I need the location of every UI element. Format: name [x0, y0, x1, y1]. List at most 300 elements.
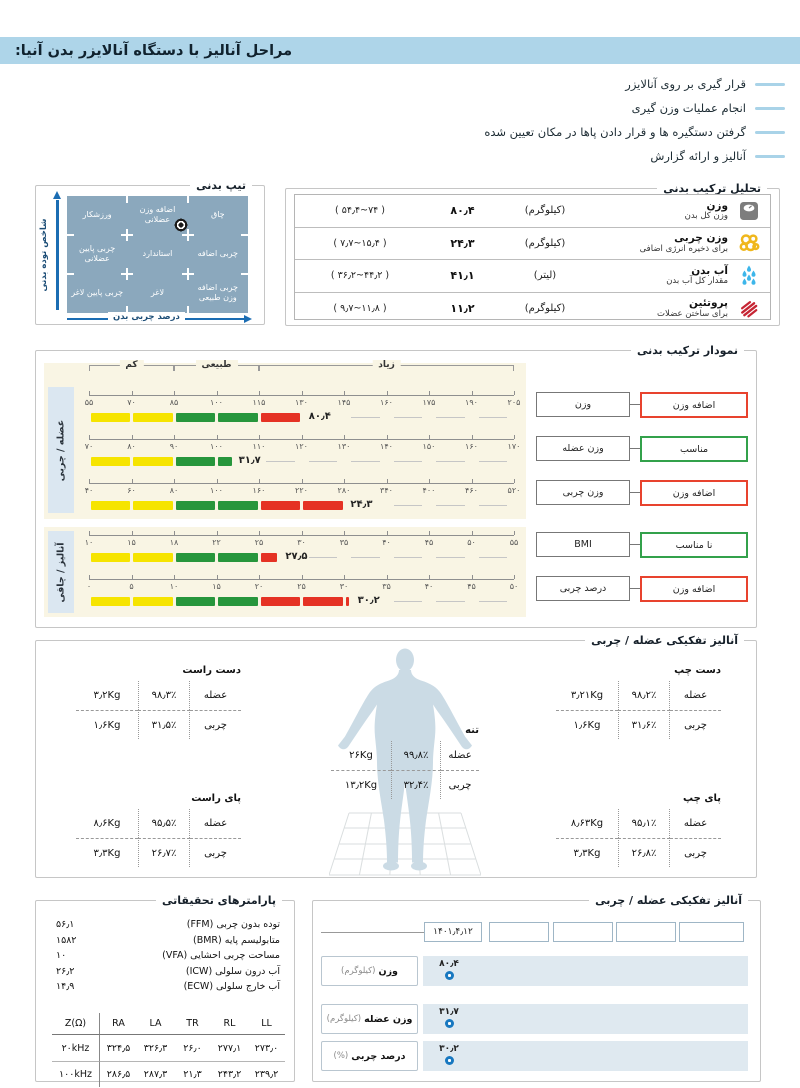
parameter-label: متابولیسم پایه (BMR) — [192, 934, 280, 946]
scale-tick-label: ۴۰۰ — [422, 486, 436, 495]
trend-point — [431, 1007, 467, 1028]
status-badge: اضافه وزن — [640, 576, 748, 602]
step-item — [484, 72, 785, 96]
scale-tick — [302, 531, 303, 535]
muscle-pct: ۹۵٫۱٪ — [618, 809, 670, 838]
metric-value: ۲۴٫۳ — [450, 236, 475, 250]
trend-row-unit: (کیلوگرم) — [326, 1014, 362, 1024]
scale-tick-label: ۱۷۵ — [422, 398, 436, 407]
bar-value: ۳۰٫۲ — [357, 595, 380, 606]
scale-tick-label: ۱۰۰ — [210, 398, 223, 407]
range-bracket-label: کم — [119, 360, 143, 370]
scale-dash — [479, 417, 508, 418]
scale-tick-label: ۱۵۰ — [422, 442, 436, 451]
muscle-pct: ۹۹٫۸٪ — [391, 741, 441, 770]
range-bracket — [174, 360, 259, 371]
chart-group-label: آنالیز / چاقی — [55, 541, 67, 603]
grid-tick — [241, 234, 248, 236]
scale-row — [84, 439, 521, 479]
scale-tick — [344, 531, 345, 535]
table-row — [295, 260, 770, 293]
segment-title: پای چپ — [683, 793, 721, 804]
segment-title: دست راست — [182, 665, 241, 676]
fat-label: چربی — [190, 838, 241, 867]
chart-group-label-strip — [48, 531, 74, 613]
impedance-value: ۲۳۹٫۲ — [248, 1061, 285, 1087]
fat-kg: ۱٫۶Kg — [556, 710, 618, 739]
bar-segment — [91, 553, 131, 562]
step-label: گرفتن دستگیره ها و قرار دادن پاها در مکان تعیین شده — [484, 125, 746, 139]
scale-tick-label: ۱۰ — [84, 538, 94, 547]
parameter-row — [50, 948, 280, 964]
scale-tick-label: ۲۰۵ — [507, 398, 521, 407]
measure-label-box: BMI — [536, 532, 630, 557]
segment-title: دست چپ — [674, 665, 721, 676]
scale-tick — [217, 531, 218, 535]
bar-segment — [303, 597, 343, 606]
scale-tick-label: ۱۷۰ — [507, 442, 521, 451]
scale-tick-label: ۱۴۰ — [380, 442, 393, 451]
bar-segment — [176, 501, 216, 510]
measure-label-box: وزن عضله — [536, 436, 630, 461]
date-box — [616, 922, 676, 942]
scale-tick-label: ۳۰ — [297, 538, 306, 547]
scale-tick-label: ۱۱۵ — [252, 398, 266, 407]
trend-row-unit: (%) — [333, 1051, 349, 1061]
scale-tick-label: ۴۵ — [424, 538, 434, 547]
metric-range: ( ۵۴٫۴~۷۴ ) — [334, 205, 386, 217]
connector-line — [629, 588, 640, 589]
impedance-header: RA — [100, 1013, 137, 1035]
impedance-row-label: ۲۰kHz — [52, 1035, 100, 1061]
scale-dash — [394, 601, 423, 602]
scale-tick-label: ۳۴۰ — [380, 486, 393, 495]
bar-segment — [91, 597, 131, 606]
scale-tick-label: ۱۶۰ — [252, 486, 266, 495]
scale-tick — [174, 435, 175, 439]
grid-cross-icon — [121, 229, 133, 241]
segment-trunk — [331, 725, 479, 799]
scale-tick — [429, 575, 430, 579]
body-type-cell: چربی پایین عضلانی — [79, 244, 116, 264]
floor-grid — [329, 813, 481, 875]
chart-group-label: عضله / چربی — [55, 419, 67, 481]
parameter-row — [50, 917, 280, 933]
muscle-pct: ۹۸٫۲٪ — [618, 681, 670, 710]
scale-tick — [429, 531, 430, 535]
muscle-label: عضله — [448, 750, 472, 761]
scale-dash — [309, 461, 338, 462]
metric-value: ۱۱٫۲ — [450, 302, 475, 316]
muscle-label: عضله — [683, 690, 708, 701]
metric-value: ۸۰٫۴ — [450, 204, 475, 218]
scale-tick-label: ۱۰۰ — [210, 442, 223, 451]
metric-name-block: وزن وزن کل بدن — [684, 199, 728, 222]
scale-dash — [436, 505, 465, 506]
fat-kg: ۱۳٫۲Kg — [331, 770, 391, 799]
body-type-cell: لاغر — [150, 288, 165, 298]
impedance-value: ۲۸۷٫۳ — [137, 1061, 174, 1087]
scale-tick-label: ۵۵ — [509, 538, 519, 547]
scale-tick — [174, 531, 175, 535]
scale-tick — [514, 531, 515, 535]
step-item — [484, 144, 785, 168]
scale-tick — [429, 391, 430, 395]
page-title: مراحل آنالیز با دستگاه آنالایزر بدن آنیا: — [15, 42, 293, 59]
status-badge: نا مناسب — [640, 532, 748, 558]
trend-point — [431, 1044, 467, 1065]
impedance-header: TR — [174, 1013, 211, 1035]
trend-value: ۸۰٫۴ — [439, 959, 459, 969]
scale-tick-label: ۳۵ — [339, 538, 349, 547]
fat-pct: ۲۶٫۷٪ — [138, 838, 190, 867]
parameter-row — [50, 979, 280, 995]
grid-cross-icon — [182, 268, 194, 280]
research-parameters-title: پارامترهای تحقیقاتی — [156, 893, 282, 908]
muscle-pct: ۹۸٫۳٪ — [138, 681, 190, 710]
scale-tick-label: ۱۰۰ — [210, 486, 223, 495]
body-type-title: تیپ بدنی — [190, 178, 252, 193]
impedance-value: ۲۷۷٫۱ — [217, 1042, 242, 1054]
muscle-kg: ۸٫۶۳Kg — [570, 818, 604, 829]
scale-tick-label: ۱۶۰ — [465, 442, 478, 451]
scale-tick-label: ۵۰ — [467, 538, 476, 547]
scale-dash — [479, 557, 508, 558]
scale-tick — [472, 391, 473, 395]
grid-tick — [67, 273, 74, 275]
scale-tick-label: ۲۲ — [212, 538, 221, 547]
scale-dash — [309, 557, 338, 558]
segment-table — [331, 741, 479, 799]
scale-tick — [302, 479, 303, 483]
composition-chart-title: نمودار ترکیب بدنی — [631, 343, 744, 358]
scale-tick — [217, 391, 218, 395]
grid-tick — [241, 273, 248, 275]
trend-row-label — [321, 1004, 418, 1034]
metric-name-block: وزن چربی برای ذخیره انرژی اضافی — [639, 232, 728, 254]
scale-tick-label: ۵۵ — [84, 398, 94, 407]
fat-kg: ۱٫۶Kg — [76, 710, 138, 739]
bar-segment — [176, 457, 216, 466]
step-label: قرار گیری بر روی آنالایزر — [625, 77, 746, 91]
impedance-value: ۲۸۶٫۵ — [100, 1061, 137, 1087]
chart-panel — [44, 360, 526, 519]
body-type-marker — [175, 219, 188, 232]
trend-point — [431, 959, 467, 980]
scale-tick — [344, 391, 345, 395]
trend-row-unit: (کیلوگرم) — [341, 966, 376, 976]
bar-segment — [261, 597, 301, 606]
scale-tick — [132, 479, 133, 483]
scale-tick — [387, 479, 388, 483]
bar-segment — [218, 501, 258, 510]
muscle-pct: ۹۵٫۵٪ — [138, 809, 190, 838]
bar-segment — [218, 457, 232, 466]
impedance-value: ۲۶٫۰ — [183, 1042, 202, 1054]
scale-tick-label: ۸۰ — [127, 442, 136, 451]
scale-icon — [728, 199, 770, 223]
scale-tick — [89, 531, 90, 535]
bar-segment — [133, 553, 173, 562]
step-dash-icon — [755, 131, 785, 134]
trend-row-name: درصد چربی — [351, 1050, 406, 1062]
scale-tick-label: ۲۲۰ — [295, 486, 308, 495]
trend-dot-icon — [445, 971, 454, 980]
segment-title: تنه — [465, 725, 479, 736]
scale-tick — [387, 531, 388, 535]
scale-tick-label: ۲۰ — [254, 582, 264, 591]
table-row — [295, 195, 770, 228]
segmental-analysis-section — [35, 634, 757, 878]
research-parameters-section — [35, 894, 295, 1082]
scale-tick — [132, 575, 133, 579]
step-dash-icon — [755, 83, 785, 86]
metric-value: ۴۱٫۱ — [450, 269, 475, 283]
metric-range: ( ۷٫۷~۱۵٫۴ ) — [333, 237, 387, 249]
fat-label: چربی — [670, 838, 721, 867]
step-label: انجام عملیات وزن گیری — [631, 101, 746, 115]
bar-segment — [303, 501, 343, 510]
scale-tick — [132, 531, 133, 535]
scale-tick — [89, 479, 90, 483]
scale-tick — [472, 531, 473, 535]
trend-band — [423, 956, 748, 986]
segmental-analysis-title: آنالیز تفکیکی عضله / چربی — [585, 633, 744, 648]
scale-tick — [259, 479, 260, 483]
scale-tick-label: ۱۳۰ — [337, 442, 351, 451]
scale-tick-label: ۹۰ — [169, 442, 179, 451]
scale-tick — [217, 575, 218, 579]
status-badge: اضافه وزن — [640, 392, 748, 418]
connector-line — [629, 448, 640, 449]
scale-tick — [472, 479, 473, 483]
fat-cells-icon — [728, 231, 770, 255]
impedance-value: ۲۱٫۳ — [174, 1061, 211, 1087]
parameter-value: ۱۴٫۹ — [56, 981, 75, 993]
muscle-kg: ۳٫۲۱Kg — [570, 690, 604, 701]
step-label: آنالیز و ارائه گزارش — [650, 149, 746, 163]
y-axis-label: شاخص توده بدنی — [39, 218, 49, 292]
scale-tick-label: ۴۰ — [424, 582, 434, 591]
scale-dash — [436, 601, 465, 602]
fat-kg: ۳٫۳Kg — [556, 838, 618, 867]
scale-tick — [259, 531, 260, 535]
muscle-label: عضله — [203, 690, 228, 701]
scale-tick-label: ۸۵ — [169, 398, 179, 407]
scale-tick — [344, 575, 345, 579]
trend-value: ۳۱٫۷ — [439, 1007, 459, 1017]
scale-dash — [351, 557, 380, 558]
scale-row — [84, 395, 521, 435]
trend-value: ۳۰٫۲ — [439, 1044, 459, 1054]
bar-value: ۲۴٫۳ — [350, 499, 373, 510]
segment-right-leg — [76, 793, 241, 867]
muscle-kg: ۳٫۲Kg — [93, 690, 121, 701]
scale-tick — [514, 575, 515, 579]
metric-name-block: پروتئین برای ساختن عضلات — [657, 297, 728, 319]
parameter-label: توده بدون چربی (FFM) — [186, 919, 280, 931]
bar-value: ۲۷٫۵ — [285, 551, 308, 562]
scale-tick-label: ۷۰ — [84, 442, 94, 451]
status-row — [536, 480, 748, 506]
fat-label: چربی — [441, 770, 479, 799]
grid-tick — [187, 306, 189, 313]
trend-row-name: وزن عضله — [364, 1013, 413, 1025]
impedance-table — [52, 1013, 285, 1087]
scale-tick — [344, 479, 345, 483]
scale-tick — [89, 391, 90, 395]
composition-analysis-section — [285, 182, 780, 326]
bar-segment — [91, 413, 131, 422]
scale-line — [89, 439, 514, 440]
date-axis-line — [321, 932, 424, 933]
scale-tick — [514, 435, 515, 439]
status-row — [536, 532, 748, 558]
scale-tick-label: ۱۵ — [127, 538, 136, 547]
scale-tick — [259, 391, 260, 395]
body-type-cell: ورزشکار — [82, 210, 112, 220]
bar-segment — [91, 501, 131, 510]
scale-tick-label: ۴۰ — [382, 538, 391, 547]
metric-unit: (کیلوگرم) — [524, 303, 566, 315]
status-badge: مناسب — [640, 436, 748, 462]
scale-tick-label: ۴۰ — [84, 486, 94, 495]
scale-tick-label: ۱۲۰ — [295, 442, 308, 451]
metric-name-block: آب بدن مقدار کل آب بدن — [666, 264, 728, 287]
parameter-value: ۱۵۸۲ — [56, 934, 77, 946]
connector-line — [629, 404, 640, 405]
steps-list — [484, 72, 785, 168]
metric-range: ( ۹٫۷~۱۱٫۸ ) — [333, 303, 387, 315]
impedance-value: ۲۴۳٫۲ — [211, 1061, 248, 1087]
connector-line — [629, 544, 640, 545]
impedance-value: ۳۲۴٫۵ — [106, 1042, 131, 1054]
status-row — [536, 436, 748, 462]
scale-dash — [266, 461, 295, 462]
scale-dash — [436, 557, 465, 558]
grid-tick — [67, 234, 74, 236]
bar-segment — [346, 597, 349, 606]
parameter-value: ۲۶٫۲ — [56, 965, 75, 977]
scale-tick — [344, 435, 345, 439]
scale-tick — [174, 575, 175, 579]
scale-tick-label: ۱۵ — [212, 582, 221, 591]
chart-panel — [44, 527, 526, 617]
status-row — [536, 392, 748, 418]
bar-segment — [133, 597, 173, 606]
scale-dash — [479, 601, 508, 602]
x-axis-arrow-icon — [244, 315, 252, 323]
scale-tick — [387, 575, 388, 579]
scale-dash — [479, 461, 508, 462]
bar-segment — [218, 597, 258, 606]
segment-right-arm — [76, 665, 241, 739]
table-row — [295, 293, 770, 325]
trend-dot-icon — [445, 1019, 454, 1028]
parameter-label: مساحت چربی احشایی (VFA) — [162, 950, 280, 962]
trend-band — [423, 1041, 748, 1071]
range-bracket — [259, 360, 514, 371]
body-type-grid — [67, 196, 248, 313]
scale-tick-label: ۱۶۰ — [380, 398, 393, 407]
scale-tick-label: ۴۶۰ — [465, 486, 478, 495]
trend-row-name: وزن — [378, 965, 398, 977]
segment-table — [76, 809, 241, 867]
impedance-value: ۳۲۶٫۳ — [143, 1042, 168, 1054]
scale-tick — [429, 479, 430, 483]
body-type-cell: اضافه وزن عضلانی — [139, 205, 176, 225]
impedance-header: LA — [137, 1013, 174, 1035]
fat-pct: ۳۱٫۵٪ — [138, 710, 190, 739]
fat-pct: ۳۲٫۴٪ — [391, 770, 441, 799]
step-dash-icon — [755, 107, 785, 110]
bar-segment — [133, 457, 173, 466]
scale-dash — [394, 417, 423, 418]
y-axis-line — [56, 200, 59, 310]
trend-title: آنالیز تفکیکی عضله / چربی — [589, 893, 748, 908]
step-dash-icon — [755, 155, 785, 158]
segment-table — [76, 681, 241, 739]
scale-tick-label: ۱۰ — [169, 582, 179, 591]
scale-row — [84, 483, 521, 523]
scale-line — [89, 483, 514, 484]
bar-segment — [218, 413, 258, 422]
body-type-cell: چاق — [211, 210, 225, 220]
scale-tick-label: ۵۲۰ — [507, 486, 521, 495]
grid-cross-icon — [121, 268, 133, 280]
measure-label-box: وزن — [536, 392, 630, 417]
date-box — [489, 922, 549, 942]
segment-left-arm — [556, 665, 721, 739]
scale-tick — [132, 391, 133, 395]
scale-dash — [436, 417, 465, 418]
bar-segment — [218, 553, 258, 562]
muscle-label: عضله — [203, 818, 228, 829]
parameter-row — [50, 933, 280, 949]
scale-dash — [479, 505, 508, 506]
scale-tick — [259, 575, 260, 579]
body-type-section — [35, 179, 265, 325]
body-type-cell: چربی اضافه وزن طبیعی — [197, 283, 238, 303]
fat-kg: ۳٫۳Kg — [76, 838, 138, 867]
scale-tick-label: ۱۴۵ — [337, 398, 351, 407]
scale-dash — [436, 461, 465, 462]
y-axis-arrow-icon — [53, 191, 61, 199]
scale-tick-label: ۵۰ — [509, 582, 519, 591]
scale-tick-label: ۸۰ — [169, 486, 179, 495]
scale-tick — [387, 391, 388, 395]
parameter-label: آب درون سلولی (ICW) — [185, 965, 280, 977]
scale-tick — [89, 435, 90, 439]
impedance-header: LL — [248, 1013, 285, 1035]
scale-dash — [351, 417, 380, 418]
scale-row — [86, 579, 519, 619]
fat-pct: ۲۶٫۸٪ — [618, 838, 670, 867]
impedance-header: Z(Ω) — [52, 1013, 100, 1035]
segment-table — [556, 809, 721, 867]
trend-band — [423, 1004, 748, 1034]
scale-tick — [514, 391, 515, 395]
range-bracket-label: طبیعی — [195, 360, 237, 370]
step-item — [484, 120, 785, 144]
scale-dash — [394, 505, 423, 506]
table-row — [295, 228, 770, 261]
scale-tick-label: ۶۰ — [127, 486, 136, 495]
scale-tick-label: ۲۵ — [254, 538, 264, 547]
fat-label: چربی — [190, 710, 241, 739]
body-type-cell: استاندارد — [142, 249, 173, 259]
parameter-row — [50, 964, 280, 980]
